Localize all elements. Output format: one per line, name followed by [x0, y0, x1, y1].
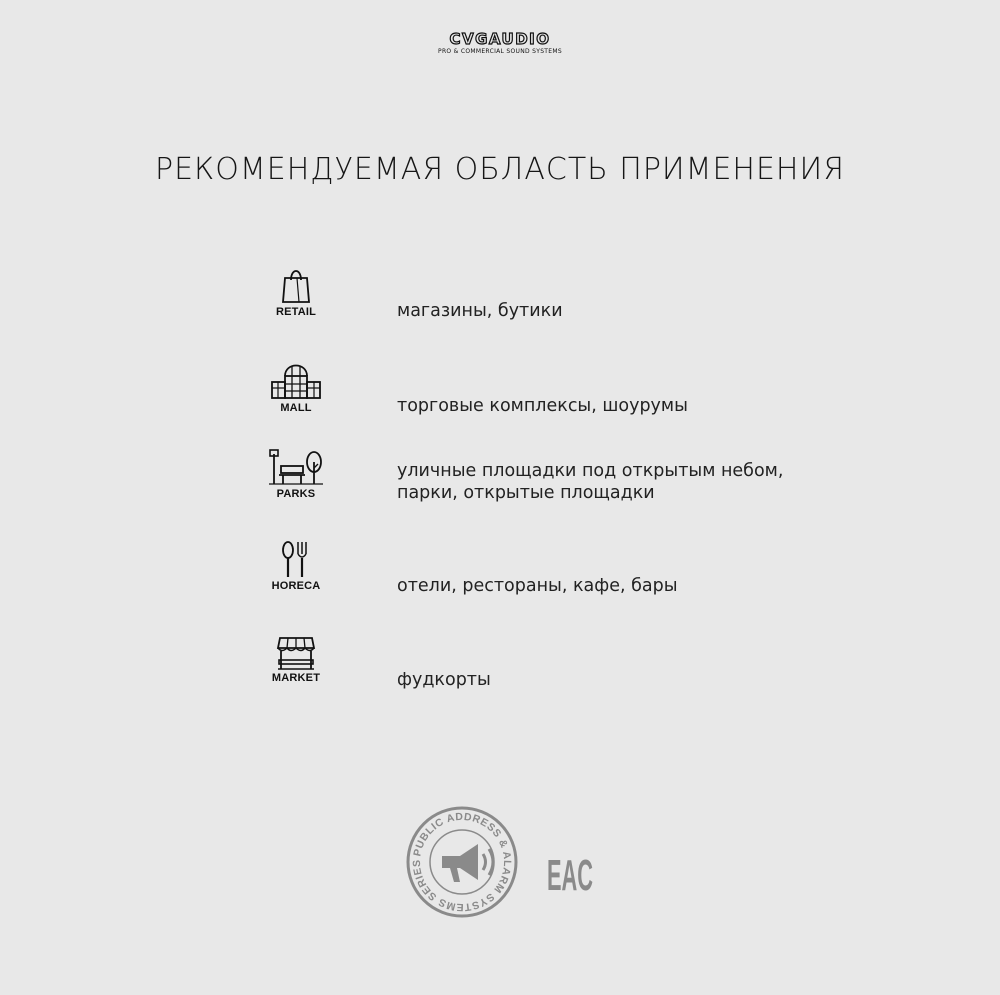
mall-building-icon [270, 360, 322, 400]
retail-description [397, 300, 827, 322]
horeca-icon-block [266, 540, 326, 592]
application-row-horeca [0, 540, 1000, 620]
shopping-bag-icon [279, 266, 313, 304]
parks-label: PARKS [276, 488, 316, 500]
seal-text: PUBLIC ADDRESS & ALARM SYSTEMS SERIES [410, 810, 514, 914]
market-icon-block [266, 636, 326, 684]
series-seal [406, 806, 518, 918]
application-row-market [0, 636, 1000, 716]
horeca-label: HORECA [271, 580, 321, 592]
market-description-line: фудкорты [397, 670, 491, 690]
application-row-parks [0, 448, 1000, 528]
mall-description-line: торговые комплексы, шоурумы [397, 396, 688, 416]
mall-description [397, 395, 827, 417]
cutlery-icon [276, 540, 316, 578]
horeca-description [397, 575, 827, 597]
application-row-retail [0, 266, 1000, 346]
retail-label: RETAIL [275, 306, 317, 318]
eac-text: EAC [547, 851, 593, 900]
retail-description-line: магазины, бутики [397, 301, 563, 321]
eac-certification-mark [546, 850, 594, 900]
mall-label: MALL [280, 402, 312, 414]
market-description [397, 669, 827, 691]
mall-icon-block [266, 360, 326, 414]
logo-brand-text: CVGAUDIO [449, 30, 551, 48]
parks-description [397, 460, 827, 504]
horeca-description-line: отели, рестораны, кафе, бары [397, 576, 678, 596]
cvgaudio-logo [415, 30, 585, 56]
market-stall-icon [276, 636, 316, 670]
park-bench-icon [267, 448, 325, 486]
brand-logo [0, 30, 1000, 56]
page-title: РЕКОМЕНДУЕМАЯ ОБЛАСТЬ ПРИМЕНЕНИЯ [155, 152, 845, 187]
market-label: MARKET [271, 672, 321, 684]
megaphone-icon [442, 844, 493, 882]
parks-description-line-1: уличные площадки под открытым небом, [397, 461, 784, 481]
parks-description-line-2: парки, открытые площадки [397, 483, 655, 503]
application-row-mall [0, 360, 1000, 440]
certification-badges [0, 806, 1000, 916]
logo-tagline: PRO & COMMERCIAL SOUND SYSTEMS [438, 48, 562, 55]
parks-icon-block [266, 448, 326, 500]
retail-icon-block [266, 266, 326, 318]
